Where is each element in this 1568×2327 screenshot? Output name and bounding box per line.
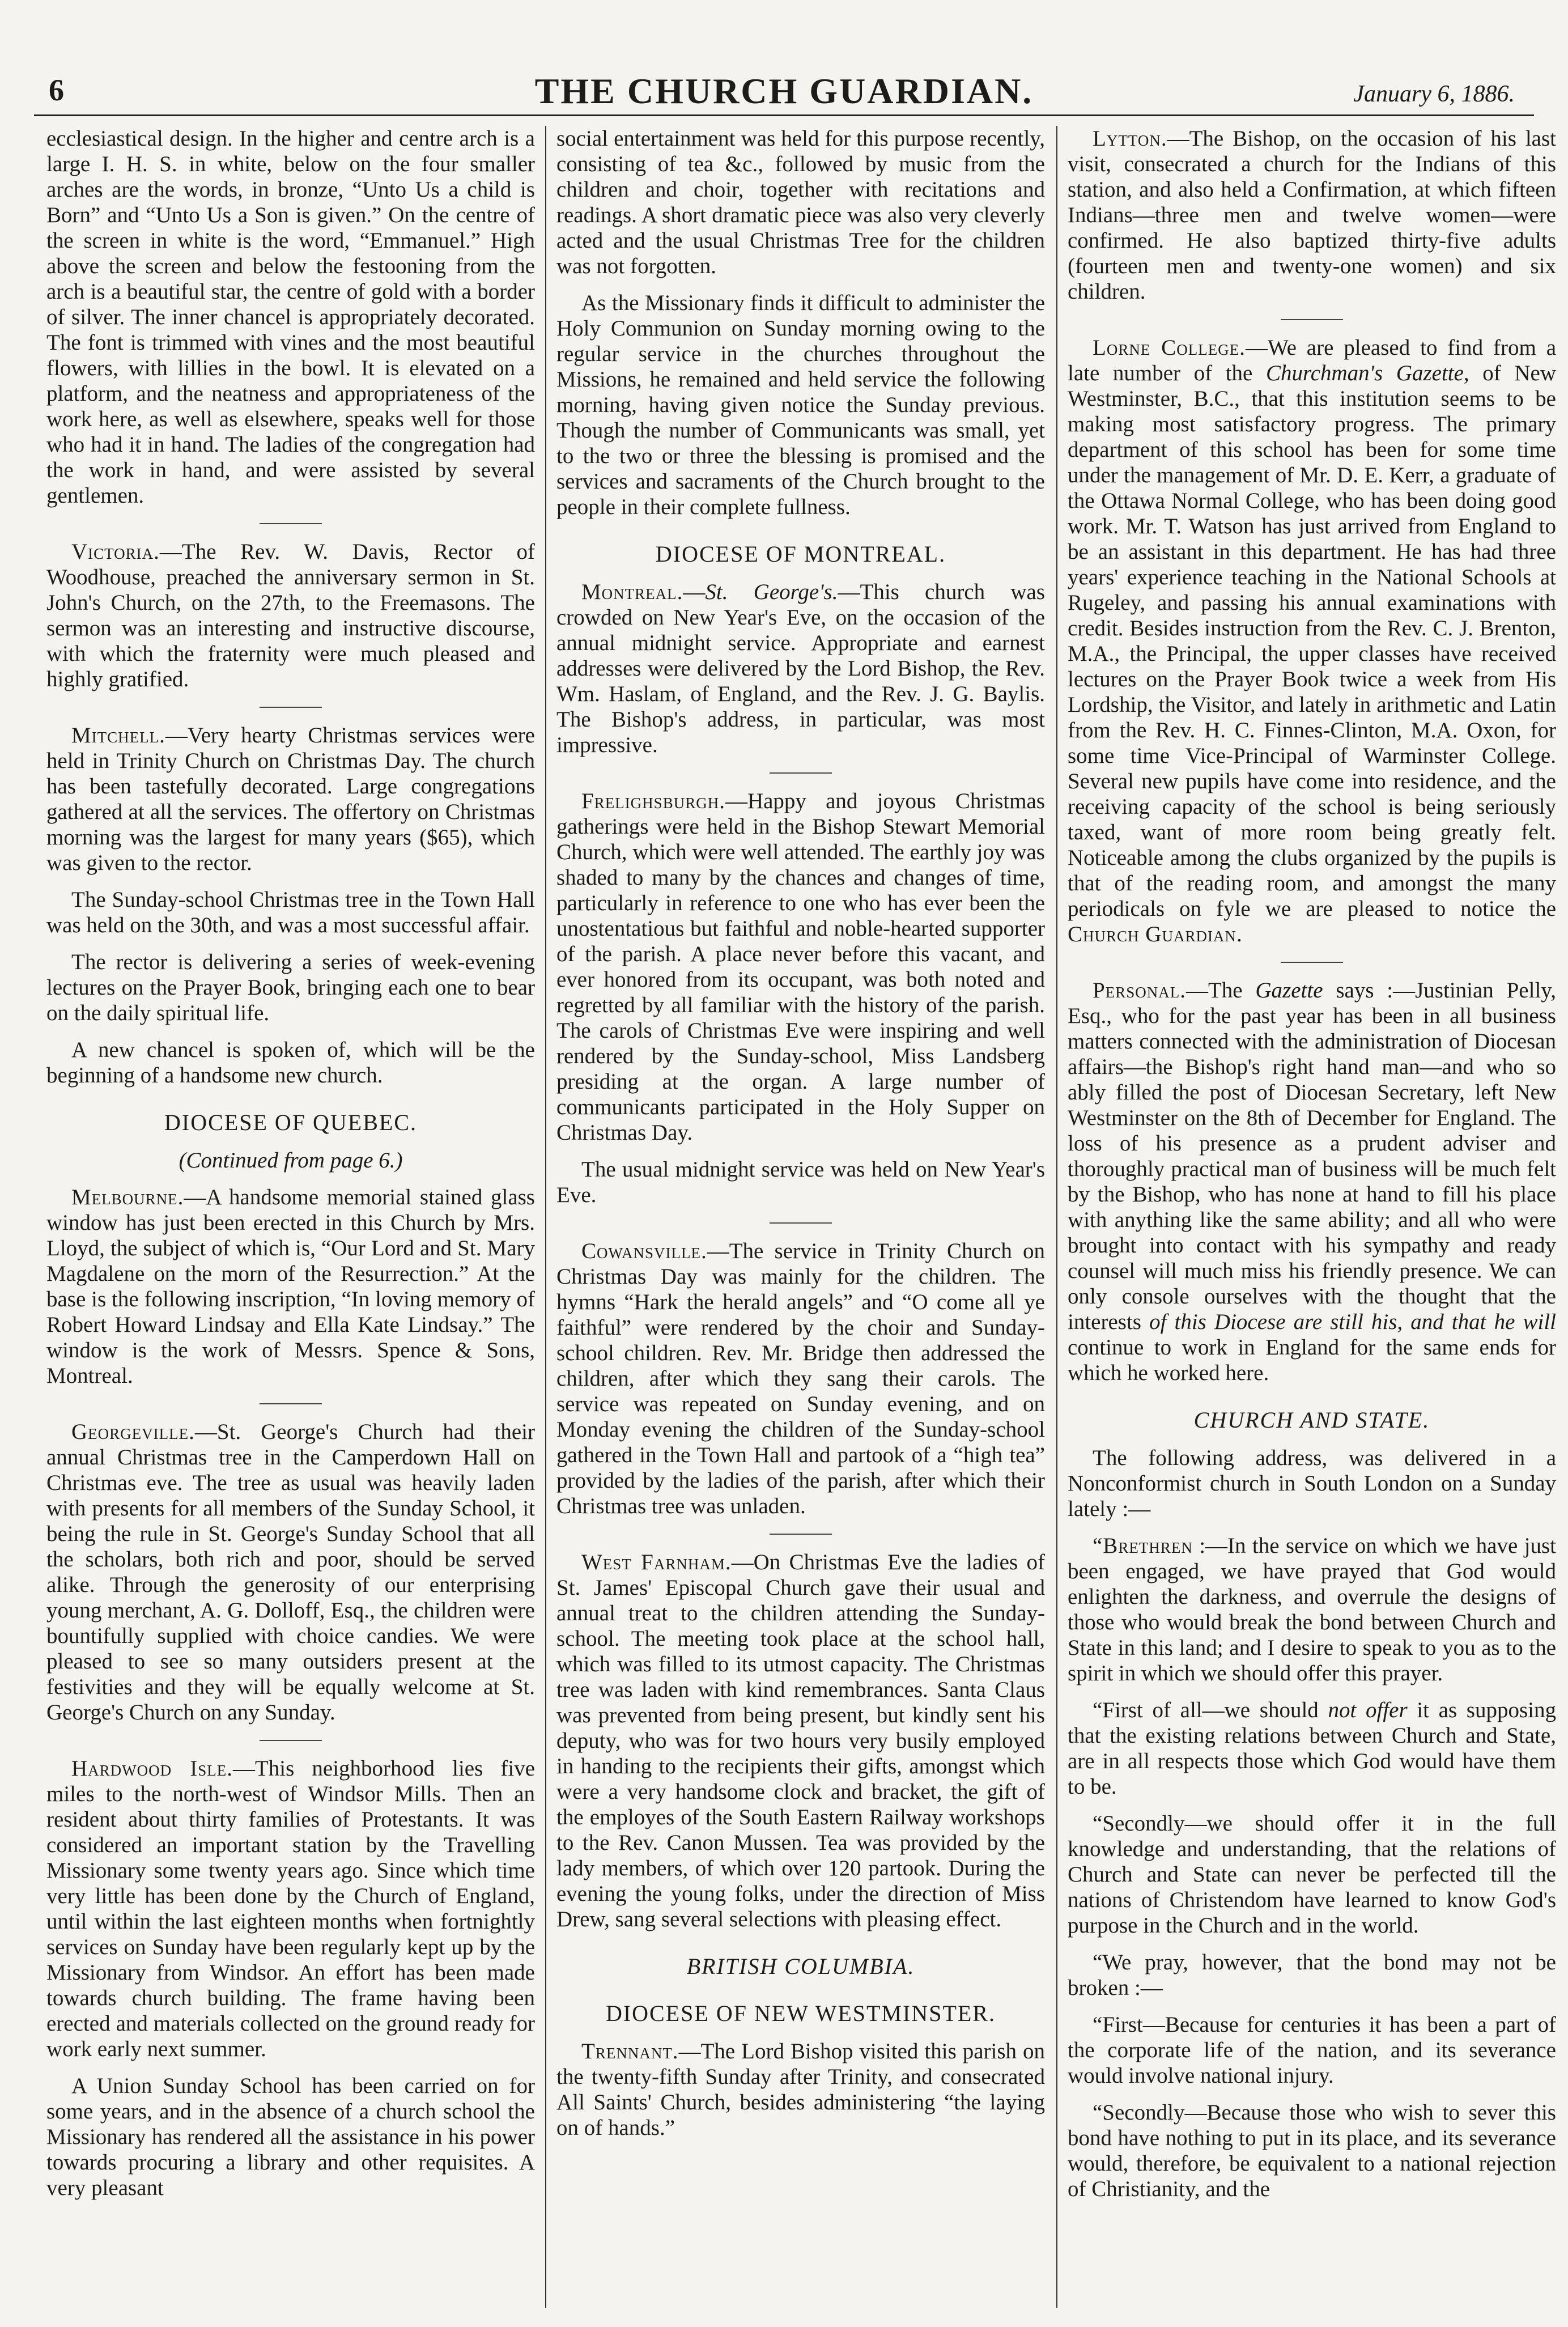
article-trennant — [556, 2039, 1045, 2141]
article-paragraph: ecclesiastical design. In the higher and centre arch is a large I. H. S. in white, below on the four smaller arches are the words, in bronze, “Unto Us a child is Born” and “Unto Us a Son is given.” On the centre of the screen in white is the word, “Emmanuel.” High above the screen and below the festooning from the arch is a beautiful star, the centre of gold with a border of silver. The inner chancel is appropriately decorated. The font is trimmed with vines and the most beautiful flowers, with lillies in the bowl. It is elevated on a platform, and the neatness and appropriateness of the work here, as well as elsewhere, speaks well for those who had it in hand. The ladies of the congregation had the work in hand, and were assisted by several gentlemen. — [46, 126, 535, 508]
article-paragraph: “Secondly—Because those who wish to sever this bond have nothing to put in its place, and its severance would, therefore, be equivalent to a national rejection of Christianity, and the — [1068, 2100, 1556, 2201]
article-paragraph: As the Missionary finds it difficult to administer the Holy Communion on Sunday morning owing to the regular service in the churches throughout the Missions, he remained and held service the following morning, having given notice the Sunday previous. Though the number of Communicants was small, yet to the two or three the blessing is promised and the services and sacraments of the Church brought to the people in their complete fullness. — [556, 291, 1045, 519]
article-text: says :—Justinian Pelly, Esq., who for the past year has been in all business matters connected with the administration of Diocesan affairs—the Bishop's right hand man—and who so ably filled the post of Diocesan Secretary, left New Westminster on the 8th of December for England. The loss of his presence as a prudent adviser and thoroughly practical man of business will be much felt by the Bishop, who has none at hand to fill his place with anything like the same ability; and all who were brought into contact with his sympathy and ready counsel will much miss his friendly presence. We can only console ourselves with the thought that the interests — [1068, 978, 1556, 1334]
article-paragraph: “Secondly—we should offer it in the full knowledge and understanding, that the relations of Church and State can never be perfected till the nations of Christendom have learned to know God's purpose in the Church and in the world. — [1068, 1811, 1556, 1938]
place-heading: Lorne College. — [1093, 336, 1246, 360]
article-text: —St. George's Church had their annual Christmas tree in the Camperdown Hall on Christmas eve. The tree as usual was heavily laden with presents for all members of the Sunday School, it being the rule in St. George's Sunday School that all the scholars, both rich and poor, should be served alike. Through the generosity of our enterprising young merchant, A. G. Dolloff, Esq., the children were bountifully supplied with choice candies. We were pleased to see so many outsiders present at the festivities and they will be equally welcome at St. George's Church on any Sunday. — [46, 1420, 535, 1725]
place-heading: Melbourne. — [71, 1185, 184, 1209]
column-1 — [46, 126, 535, 2313]
article-montreal: Montreal.—St. George's.—This church was crowded on New Year's Eve, on the occasion of the annual midnight service. Appropriate and earnest addresses were delivered by the Lord Bishop, the Rev. Wm. Haslam, of England, and the Rev. J. G. Baylis. The Bishop's address, in particular, was most impressive. — [556, 580, 1045, 757]
article-paragraph: A Union Sunday School has been carried on for some years, and in the absence of a church school the Missionary has rendered all the assistance in his power towards procuring a library and other requisites. A very pleasant — [46, 2074, 535, 2200]
publication-name: Gazette — [1255, 978, 1323, 1003]
place-heading: Frelighsburgh. — [581, 789, 725, 813]
article-victoria — [46, 539, 535, 692]
section-separator — [260, 707, 322, 708]
section-heading-quebec: DIOCESE OF QUEBEC. — [164, 1110, 418, 1135]
article-text: , of New Westminster, B.C., that this institution seems to be making most satisfactory progress. The primary department of this school has been for some time under the management of Mr. D. E. Kerr, a graduate of the Ottawa Normal College, who has been doing good work. Mr. T. Watson has just arrived from England to be an assistant in this department. He has had three years' experience teaching in the National Schools at Rugeley, and passing his annual examinations with credit. Besides instruction from the Rev. C. J. Brenton, M.A., the Principal, the upper classes have received lectures on the Prayer Book twice a week from His Lordship, the Visitor, and lately in arithmetic and Latin from the Rev. H. C. Finnes-Clinton, M.A. Oxon, for some time Vice-Principal of Warminster College. Several new pupils have come into residence, and the receiving capacity of the school is being seriously taxed, want of more room being greatly felt. Noticeable among the clubs organized by the pupils is that of the reading room, and amongst the many periodicals on fyle we are pleased to notice the — [1068, 361, 1556, 921]
article-west-farnham — [556, 1549, 1045, 1932]
publication-name: Churchman's Gazette — [1265, 361, 1464, 385]
article-mitchell — [46, 723, 535, 876]
article-lorne-college — [1068, 335, 1556, 947]
place-heading: Victoria. — [71, 540, 160, 564]
column-rule-right — [1056, 126, 1057, 2308]
article-text: —Very hearty Christmas services were held in Trinity Church on Christmas Day. The church has been tastefully decorated. Large congregations gathered at all the services. The offertory on Christmas morning was the largest for many years ($65), which was given to the rector. — [46, 723, 535, 875]
section-separator — [1281, 319, 1343, 320]
article-brethren — [1068, 1533, 1556, 1686]
place-heading: Lytton. — [1093, 126, 1167, 151]
section-separator — [770, 1534, 832, 1535]
column-rule-left — [545, 126, 546, 2308]
article-personal — [1068, 978, 1556, 1386]
article-text: —The service in Trinity Church on Christmas Day was mainly for the children. The hymns “Hark the herald angels” and “O come all ye faithful” were rendered by the choir and Sunday-school children. Rev. Mr. Bridge then addressed the children, after which they sang their carols. The service was repeated on Sunday evening, and on Monday evening the children of the Sunday-school gathered in the Town Hall and partook of a “high tea” provided by the ladies of the parish, after which their Christmas tree was unladen. — [556, 1239, 1045, 1518]
section-heading-montreal: DIOCESE OF MONTREAL. — [655, 541, 946, 567]
article-text: it as supposing that the existing relations between Church and State, are in all respects those which God would have them to be. — [1068, 1698, 1556, 1799]
article-lytton — [1068, 126, 1556, 304]
article-melbourne — [46, 1184, 535, 1388]
section-heading-church-and-state: CHURCH AND STATE. — [1193, 1407, 1430, 1433]
article-text: —This neighborhood lies five miles to the north-west of Windsor Mills. Then an resident about thirty families of Protestants. It was considered an important station by the Travelling Missionary some twenty years ago. Since which time very little has been done by the Church of England, until within the last eighteen months when fortnightly services on Sunday have been regularly kept up by the Missionary from Windsor. An effort has been made towards church building. The frame having been erected and materials collected on the ground ready for work early next summer. — [46, 1756, 535, 2061]
place-heading: Hardwood Isle. — [71, 1756, 233, 1781]
article-text: “First of all—we should — [1093, 1698, 1328, 1722]
article-text: continue to work in England for the same ends for which he worked here. — [1068, 1335, 1556, 1385]
place-heading: West Farnham. — [581, 1550, 732, 1574]
section-heading-new-westminster: DIOCESE OF NEW WESTMINSTER. — [605, 2001, 996, 2026]
place-heading: Georgeville. — [71, 1420, 195, 1444]
section-separator — [770, 1222, 832, 1224]
column-3 — [1068, 126, 1556, 2313]
article-text: —A handsome memorial stained glass window has just been erected in this Church by Mrs. Lloyd, the subject of which is, “Our Lord and St. Mary Magdalene on the morn of the Resurrection.” At the base is the following inscription, “In loving memory of Robert Howard Lindsay and Ella Kate Lindsay.” The window is the work of Messrs. Spence & Sons, Montreal. — [46, 1185, 535, 1388]
article-paragraph: The Sunday-school Christmas tree in the Town Hall was held on the 30th, and was a most successful affair. — [46, 888, 535, 937]
newspaper-title: THE CHURCH GUARDIAN. — [534, 71, 1034, 111]
section-separator — [770, 772, 832, 774]
address-salutation: “Brethren — [1093, 1534, 1193, 1558]
article-text: —The Rev. W. Davis, Rector of Woodhouse, preached the anniversary sermon in St. John's Church, on the 27th, to the Freemasons. The sermon was an interesting and instructive discourse, with which the fraternity were much pleased and highly gratified. — [46, 540, 535, 691]
article-paragraph: The rector is delivering a series of week-evening lectures on the Prayer Book, bringing each one to bear on the daily spiritual life. — [46, 950, 535, 1025]
place-heading: Montreal. — [581, 580, 683, 604]
article-text-italic: of this Diocese are still his, and that he will — [1149, 1310, 1556, 1334]
column-2 — [556, 126, 1045, 2313]
place-heading: Personal. — [1093, 978, 1186, 1003]
article-hardwood — [46, 1756, 535, 2062]
article-text: . — [1236, 922, 1242, 946]
section-heading-british-columbia: BRITISH COLUMBIA. — [686, 1954, 915, 1979]
article-text: —This church was crowded on New Year's Eve, on the occasion of the annual midnight service. Appropriate and earnest addresses were delivered by the Lord Bishop, the Rev. Wm. Haslam, of England, and the Rev. J. G. Baylis. The Bishop's address, in particular, was most impressive. — [556, 580, 1045, 757]
article-text: —The — [1185, 978, 1256, 1003]
article-paragraph: social entertainment was held for this purpose recently, consisting of tea &c., followed by music from the children and choir, together with recitations and readings. A short dramatic piece was also very cleverly acted and the usual Christmas Tree for the children was not forgotten. — [556, 126, 1045, 278]
article-paragraph: A new chancel is spoken of, which will be the beginning of a handsome new church. — [46, 1038, 535, 1088]
publication-name: Church Guardian — [1068, 922, 1236, 946]
article-text: —On Christmas Eve the ladies of St. James' Episcopal Church gave their usual and annual treat to the children attending the Sunday-school. The meeting took place at the school hall, which was filled to its utmost capacity. The Christmas tree was laden with kind remembrances. Santa Claus was prevented from being present, but kindly sent his deputy, who was for two hours very busily employed in handing to the recipients their gifts, amongst which were a very handsome clock and bracket, the gift of the employes of the South Eastern Railway workshops to the Rev. Canon Mussen. Tea was provided by the lady members, of which over 120 partook. During the evening the young folks, under the direction of Miss Drew, sang several selections with pleasing effect. — [556, 1550, 1045, 1931]
article-paragraph: The usual midnight service was held on New Year's Eve. — [556, 1157, 1045, 1207]
place-heading: Trennant. — [581, 2039, 679, 2063]
continued-note: (Continued from page 6.) — [179, 1148, 403, 1173]
place-heading: Mitchell. — [71, 723, 165, 748]
article-paragraph: “We pray, however, that the bond may not be broken :— — [1068, 1950, 1556, 2000]
article-text: :—In the service on which we have just been engaged, we have prayed that God would enlighten the darkness, and overrule the designs of those who would break the bond between Church and State in this land; and I desire to speak to you as to the spirit in which we should offer this prayer. — [1068, 1534, 1556, 1685]
article-text: —The Bishop, on the occasion of his last visit, consecrated a church for the Indians of this station, and also held a Confirmation, at which fifteen Indians—three men and twelve women—were confirmed. He also baptized thirty-five adults (fourteen men and twenty-one women) and six children. — [1068, 126, 1556, 304]
page-number: 6 — [49, 73, 64, 107]
place-heading: Cowansville. — [581, 1239, 707, 1263]
article-text: —We are pleased to find from a late number of the — [1068, 336, 1556, 385]
article-paragraph: “First—Because for centuries it has been a part of the corporate life of the nation, and its severance would involve national injury. — [1068, 2012, 1556, 2088]
article-text: —The Lord Bishop visited this parish on the twenty-fifth Sunday after Trinity, and consecrated All Saints' Church, besides administering “the laying on of hands.” — [556, 2039, 1045, 2140]
article-cowansville — [556, 1238, 1045, 1519]
section-separator — [260, 523, 322, 524]
place-subheading: St. George's. — [705, 580, 838, 604]
article-paragraph: The following address, was delivered in a Nonconformist church in South London on a Sunday lately :— — [1068, 1446, 1556, 1521]
article-first — [1068, 1697, 1556, 1799]
section-separator — [260, 1403, 322, 1404]
masthead — [34, 68, 1534, 116]
section-separator — [260, 1740, 322, 1741]
article-frelighsburgh — [556, 788, 1045, 1145]
section-separator — [1281, 962, 1343, 963]
article-georgeville — [46, 1419, 535, 1725]
article-text: —Happy and joyous Christmas gatherings were held in the Bishop Stewart Memorial Church, which were well attended. The earthly joy was shaded to many by the chances and changes of time, particularly in reference to one who has ever been the unostentatious but faithful and noble-hearted supporter of the parish. A place never before this vacant, and ever honored from its occupant, was both noted and regretted by all familiar with the history of the parish. The carols of Christmas Eve were inspiring and well rendered by the Sunday-school, Miss Landsberg presiding at the organ. A large number of communicants participated in the Holy Supper on Christmas Day. — [556, 789, 1045, 1145]
issue-date: January 6, 1886. — [1353, 81, 1515, 107]
article-text-italic: not offer — [1328, 1698, 1408, 1722]
